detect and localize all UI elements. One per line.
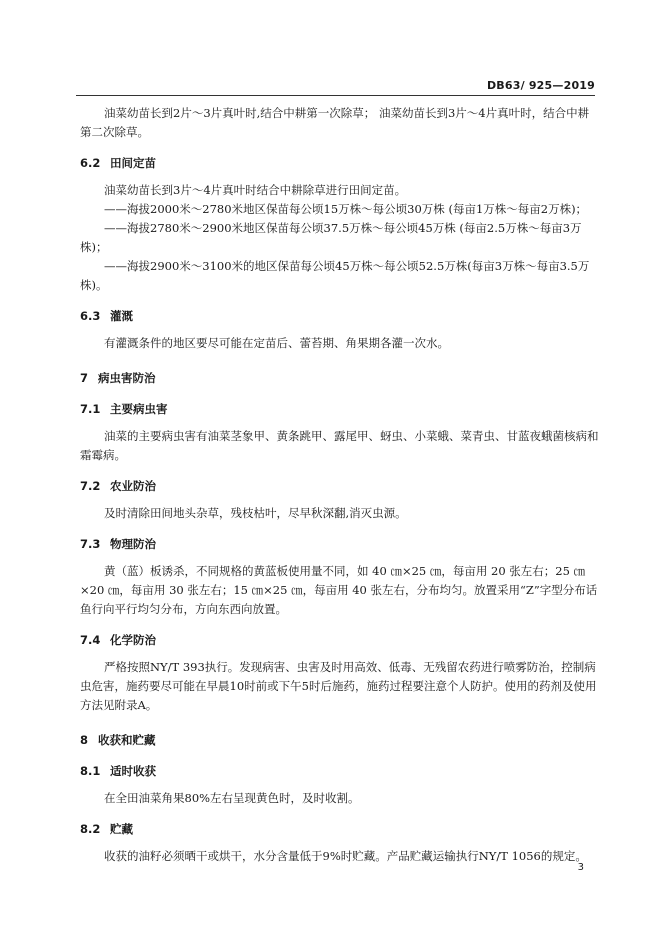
section-8-1-heading	[80, 762, 600, 781]
section-title: 物理防治	[110, 537, 156, 551]
section-8-1-paragraph: 在全田油菜角果80%左右呈现黄色时，及时收割。	[104, 791, 360, 805]
header-divider	[76, 95, 595, 96]
section-7-heading	[80, 369, 600, 388]
section-7-2-heading	[80, 477, 600, 496]
section-6-2-paragraph-1: 油菜幼苗长到3片～4片真叶时结合中耕除草进行田间定苗。	[104, 183, 407, 197]
document-body	[80, 104, 600, 874]
section-6-3-paragraph: 有灌溉条件的地区要尽可能在定苗后、蕾苔期、角果期各灌一次水。	[104, 336, 449, 350]
section-title: 化学防治	[110, 633, 156, 647]
section-7-3-paragraph: 黄（蓝）板诱杀，不同规格的黄蓝板使用量不同，如 40 ㎝×25 ㎝，每亩用 20 张左右；25 ㎝×20 ㎝，每亩用 30 张左右；15 ㎝×25 ㎝，每亩用 40 张左右，分布均匀。放置采用“Z”字型分布话鱼行向平行均匀分布，方向东西向放置。	[80, 564, 598, 616]
section-title: 田间定苗	[110, 156, 156, 170]
document-code: DB63/ 925—2019	[486, 79, 595, 92]
section-7-2-paragraph: 及时清除田间地头杂草，残枝枯叶，尽早秋深翻,消灭虫源。	[104, 506, 407, 520]
section-6-2-heading	[80, 154, 600, 173]
section-6-2-list-item-1: ——海拔2000米～2780米地区保苗每公顷15万株～每公顷30万株 (每亩1万株～每亩2万株)；	[104, 202, 588, 216]
section-number: 6.3	[80, 309, 101, 323]
section-number: 6.2	[80, 156, 101, 170]
section-title: 病虫害防治	[98, 371, 156, 385]
section-number: 8.2	[80, 822, 101, 836]
section-title: 灌溉	[110, 309, 133, 323]
section-title: 适时收获	[110, 764, 156, 778]
section-title: 贮藏	[110, 822, 133, 836]
section-number: 7.1	[80, 402, 101, 416]
section-7-1-paragraph: 油菜的主要病虫害有油菜茎象甲、黄条跳甲、露尾甲、蚜虫、小菜蛾、菜青虫、甘蓝夜蛾菌核病和霜霉病。	[80, 429, 599, 462]
section-title: 收获和贮藏	[98, 733, 156, 747]
section-6-3-heading	[80, 307, 600, 326]
section-8-heading	[80, 731, 600, 750]
intro-paragraph: 油菜幼苗长到2片～3片真叶时,结合中耕第一次除草； 油菜幼苗长到3片～4片真叶时，结合中耕第二次除草。	[80, 106, 590, 139]
section-7-1-heading	[80, 400, 600, 419]
section-number: 7.3	[80, 537, 101, 551]
section-number: 8.1	[80, 764, 101, 778]
section-6-2-list-item-3: ——海拔2900米～3100米的地区保苗每公顷45万株～每公顷52.5万株(每亩3万株～每亩3.5万株)。	[80, 259, 590, 292]
section-7-4-paragraph: 严格按照NY/T 393执行。发现病害、虫害及时用高效、低毒、无残留农药进行喷雾防治，控制病虫危害，施药要尽可能在早晨10时前或下午5时后施药，施药过程要注意个人防护。使用的药剂及使用方法见附录A。	[80, 660, 597, 712]
section-title: 主要病虫害	[110, 402, 168, 416]
section-6-2-list-item-2: ——海拔2780米～2900米地区保苗每公顷37.5万株～每公顷45万株 (每亩2.5万株～每亩3万株)；	[80, 221, 582, 254]
page-number: 3	[577, 862, 584, 873]
section-number: 7.4	[80, 633, 101, 647]
section-8-2-heading	[80, 820, 600, 839]
section-7-3-heading	[80, 535, 600, 554]
section-8-2-paragraph: 收获的油籽必须晒干或烘干，水分含量低于9%时贮藏。产品贮藏运输执行NY/T 1056的规定。	[104, 849, 587, 863]
section-number: 8	[80, 733, 89, 747]
section-title: 农业防治	[110, 479, 156, 493]
section-7-4-heading	[80, 631, 600, 650]
section-number: 7	[80, 371, 89, 385]
section-number: 7.2	[80, 479, 101, 493]
